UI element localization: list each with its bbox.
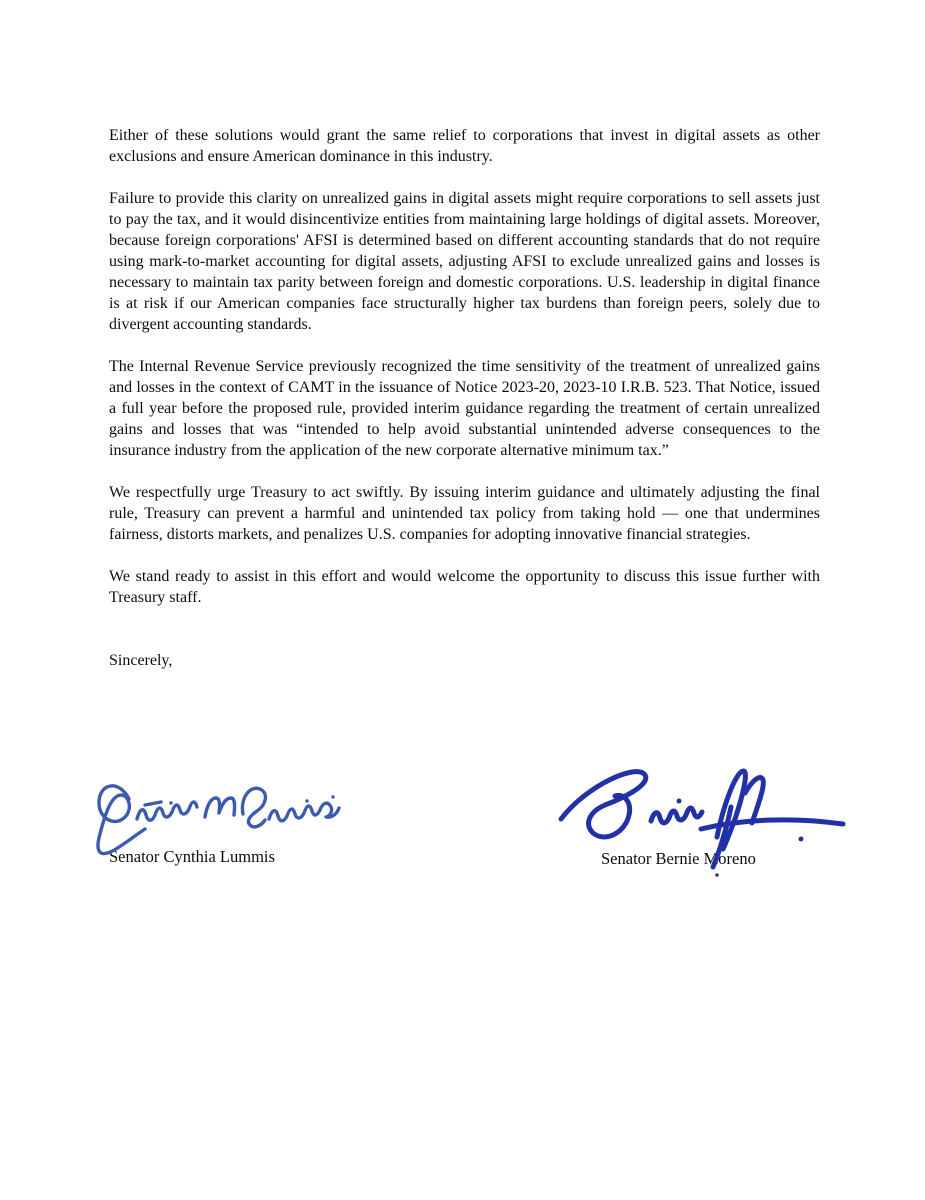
lummis-signature-ink — [93, 769, 345, 863]
signer-name-moreno: Senator Bernie Moreno — [601, 849, 756, 868]
paragraph-5: We stand ready to assist in this effort and would welcome the opportunity to discuss this issue further with Treasury staff. — [109, 568, 820, 606]
paragraph-4: We respectfully urge Treasury to act swiftly. By issuing interim guidance and ultimately adjusting the final rule, Treasury can prevent a harmful and unintended tax policy from taking hold — one that undermines fairness, distorts markets, and penalizes U.S. companies for adopting innovative financial strategies. — [109, 484, 820, 543]
moreno-signature-ink — [557, 761, 849, 881]
paragraph-1: Either of these solutions would grant the same relief to corporations that invest in digital assets as other exclusions and ensure American dominance in this industry. — [109, 127, 820, 165]
signature-section — [0, 755, 925, 905]
signer-name-lummis: Senator Cynthia Lummis — [109, 847, 275, 866]
letter-body — [109, 125, 820, 687]
paragraph-3: The Internal Revenue Service previously recognized the time sensitivity of the treatment of unrealized gains and losses in the context of CAMT in the issuance of Notice 2023-20, 2023-10 I.R.B. 523. That Notice, issued a full year before the proposed rule, provided interim guidance regarding the treatment of certain unrealized gains and losses that was “intended to help avoid substantial unintended adverse consequences to the insurance industry from the application of the new corporate alternative minimum tax.” — [109, 358, 820, 459]
closing-salutation: Sincerely, — [109, 652, 173, 669]
paragraph-2: Failure to provide this clarity on unrealized gains in digital assets might require corporations to sell assets just to pay the tax, and it would disincentivize entities from maintaining large holdings of digital assets. Moreover, because foreign corporations' AFSI is determined based on different accounting standards that do not require using mark-to-market accounting for digital assets, adjusting AFSI to exclude unrealized gains and losses is necessary to maintain tax parity between foreign and domestic corporations. U.S. leadership in digital finance is at risk if our American companies face structurally higher tax burdens than foreign peers, solely due to divergent accounting standards. — [109, 190, 820, 333]
